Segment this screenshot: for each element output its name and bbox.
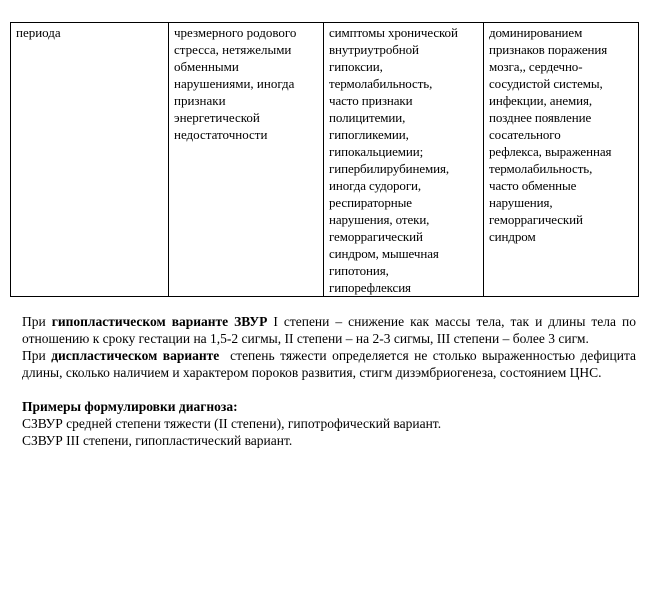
- example-item: СЗВУР средней степени тяжести (II степени), гипотрофический вариант.: [22, 416, 442, 431]
- table-row: [11, 23, 639, 297]
- table-cell-col4: доминированием признаков поражения мозга,, сердечно- сосудистой системы, инфекции, анемия, позднее появление сосательного рефлекса, выраженная термолабильность, часто обменные нарушения, геморрагический синдром: [484, 23, 639, 297]
- table-cell-col3: симптомы хронической внутриутробной гипоксии, термолабильность, часто признаки полицитемии, гипогликемии, гипокальциемии; гипербилирубинемия, иногда судороги, респираторные нарушения, отеки, геморрагический синдром, мышечная гипотония, гипорефлексия: [324, 23, 484, 297]
- dysplastic-text: степень тяжести определяется не столько выраженностью дефицита длины, сколько наличием и характером пороков развития, стигм дизэмбриогенеза, состоянием ЦНС.: [22, 348, 640, 380]
- body-text: [22, 313, 640, 449]
- spacer: [22, 381, 636, 398]
- hypoplastic-term: гипопластическом варианте ЗВУР: [51, 314, 268, 329]
- table-cell-col2: чрезмерного родового стресса, нетяжелыми обменными нарушениями, иногда признаки энергетической недостаточности: [169, 23, 324, 297]
- continuation-table: [10, 22, 639, 297]
- hypoplastic-paragraph: [22, 313, 636, 347]
- paragraph-prefix: При: [22, 314, 52, 329]
- dysplastic-paragraph: [22, 347, 640, 381]
- examples-heading-text: Примеры формулировки диагноза:: [22, 399, 238, 414]
- example-item: СЗВУР III степени, гипопластический вариант.: [22, 433, 293, 448]
- paragraph-prefix: При: [22, 348, 52, 363]
- examples-heading: [22, 398, 636, 415]
- dysplastic-term: диспластическом варианте: [51, 348, 220, 363]
- table-cell-period: периода: [11, 23, 169, 297]
- hypoplastic-text: I степени – снижение как массы тела, так и длины тела по отношению к сроку гестации на 1,5-2 сигмы, II степени – на 2-3 сигмы, III степени – более 3 сигм.: [22, 314, 636, 346]
